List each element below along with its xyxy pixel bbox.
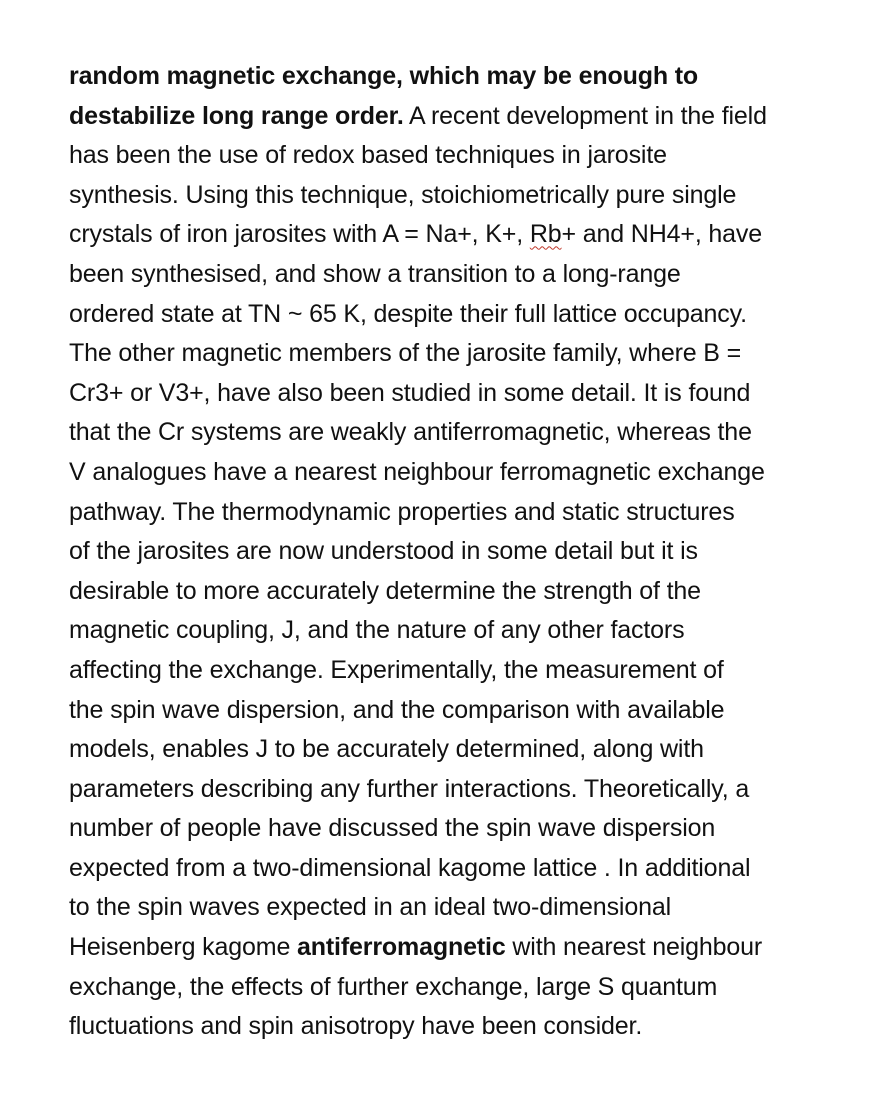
text-line <box>69 928 859 968</box>
text-run: affecting the exchange. Experimentally, the measurement of <box>69 655 724 684</box>
text-run: V analogues have a nearest neighbour ferromagnetic exchange <box>69 457 765 486</box>
text-line <box>69 374 859 414</box>
text-run: desirable to more accurately determine the strength of the <box>69 576 701 605</box>
text-line <box>69 888 859 928</box>
text-line <box>69 1007 859 1047</box>
text-run: exchange, the effects of further exchange, large S quantum <box>69 972 718 1001</box>
text-run: has been the use of redox based techniques in jarosite <box>69 141 667 170</box>
text-run: pathway. The thermodynamic properties and static structures <box>69 497 735 526</box>
text-run: that the Cr systems are weakly antiferromagnetic, whereas the <box>69 418 752 447</box>
text-line <box>69 255 859 295</box>
text-run: crystals of iron jarosites with A = Na+, K+, <box>69 220 530 249</box>
text-run: magnetic coupling, J, and the nature of any other factors <box>69 616 685 645</box>
text-run: of the jarosites are now understood in some detail but it is <box>69 537 698 566</box>
text-run: the spin wave dispersion, and the comparison with available <box>69 695 725 724</box>
bold-text-run: destabilize long range order. <box>69 101 404 130</box>
text-run: number of people have discussed the spin wave dispersion <box>69 814 716 843</box>
text-run: parameters describing any further interactions. Theoretically, a <box>69 774 750 803</box>
text-run: with nearest neighbour <box>505 933 763 962</box>
text-line <box>69 136 859 176</box>
text-line <box>69 809 859 849</box>
text-run: expected from a two-dimensional kagome lattice . In additional <box>69 853 751 882</box>
text-line <box>69 968 859 1008</box>
text-line <box>69 611 859 651</box>
body-paragraph <box>69 57 859 1047</box>
bold-text-run: random magnetic exchange, which may be enough to <box>69 62 699 90</box>
text-run: been synthesised, and show a transition to a long-range <box>69 259 681 288</box>
text-run: + and NH4+, have <box>561 220 763 249</box>
text-line <box>69 691 859 731</box>
text-run: fluctuations and spin anisotropy have been consider. <box>69 1012 643 1041</box>
text-run: The other magnetic members of the jarosite family, where B = <box>69 339 742 368</box>
text-line <box>69 176 859 216</box>
text-line <box>69 572 859 612</box>
text-run: Cr3+ or V3+, have also been studied in some detail. It is found <box>69 378 751 407</box>
text-run: models, enables J to be accurately determined, along with <box>69 735 704 764</box>
text-line <box>69 97 859 137</box>
text-line <box>69 295 859 335</box>
text-run: synthesis. Using this technique, stoichiometrically pure single <box>69 180 737 209</box>
spellcheck-flagged-word: Rb <box>529 220 562 249</box>
text-line <box>69 493 859 533</box>
text-line <box>69 215 859 255</box>
text-line <box>69 532 859 572</box>
text-line <box>69 453 859 493</box>
bold-text-run: antiferromagnetic <box>297 933 506 962</box>
text-run: A recent development in the field <box>403 101 767 130</box>
text-line <box>69 57 859 97</box>
text-line <box>69 651 859 691</box>
text-run: Heisenberg kagome <box>69 933 297 962</box>
text-line <box>69 413 859 453</box>
text-line <box>69 730 859 770</box>
text-run: ordered state at TN ~ 65 K, despite their full lattice occupancy. <box>69 299 747 328</box>
text-line <box>69 334 859 374</box>
text-line <box>69 849 859 889</box>
text-run: to the spin waves expected in an ideal two-dimensional <box>69 893 671 922</box>
text-line <box>69 770 859 810</box>
